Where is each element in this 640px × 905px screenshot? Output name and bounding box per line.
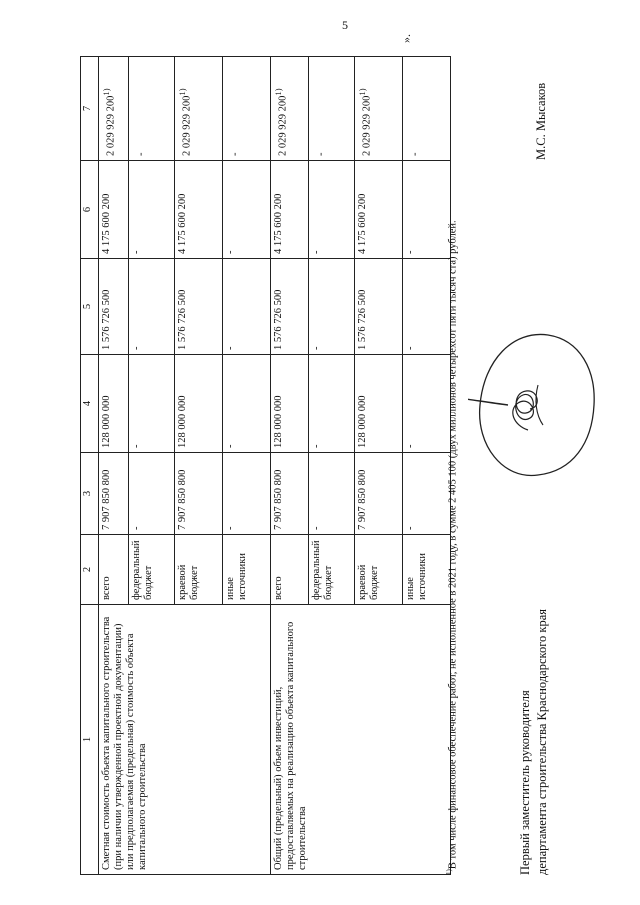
row-title-total-investment: Общий (предельный) объем инвестиций, предоставляемых на реализацию объекта капитального строительства [271,605,451,875]
column-number: 1 [81,605,99,875]
value-cell: - [403,161,451,259]
value-cell [129,57,175,161]
budget-table [80,56,451,875]
value-cell [271,57,309,161]
value-cell: - [403,259,451,355]
value-cell [403,57,451,161]
signer-position-line: департамента строительства Краснодарского края [534,608,549,875]
value-cell: 128 000 000 [355,355,403,453]
value-cell [99,57,129,161]
value-cell: 1 576 726 500 [99,259,129,355]
value-text: - [315,152,327,156]
funding-source: всего [271,535,309,605]
value-text: - [409,152,421,156]
value-cell: 128 000 000 [99,355,129,453]
value-cell: - [129,161,175,259]
funding-source: федеральный бюджет [309,535,355,605]
funding-source: краевой бюджет [355,535,403,605]
value-text: 2 029 929 200 [277,95,289,156]
value-cell: - [309,355,355,453]
value-cell: 1 576 726 500 [175,259,223,355]
column-number: 6 [81,161,99,259]
funding-source: краевой бюджет [175,535,223,605]
footnote-ref: 1) [357,88,367,96]
value-cell: - [223,355,271,453]
value-text: 2 029 929 200 [361,95,373,156]
table-row [99,57,129,875]
value-cell: - [403,355,451,453]
value-cell: - [129,453,175,535]
footnote [445,55,460,875]
value-text: 2 029 929 200 [181,95,193,156]
value-cell: 1 576 726 500 [355,259,403,355]
value-cell: 7 907 850 800 [271,453,309,535]
column-number: 7 [81,57,99,161]
value-cell: 128 000 000 [271,355,309,453]
value-cell: - [309,161,355,259]
value-cell: - [309,259,355,355]
closing-quote: ». [399,34,413,43]
value-cell: 1 576 726 500 [271,259,309,355]
footnote-marker: 1) [445,869,453,875]
value-cell [223,57,271,161]
column-number: 4 [81,355,99,453]
value-cell: 4 175 600 200 [271,161,309,259]
signer-position-line: Первый заместитель руководителя [518,690,532,875]
value-cell: 4 175 600 200 [355,161,403,259]
value-text: 2 029 929 200 [105,95,117,156]
value-cell [175,57,223,161]
footnote-ref: 1) [177,88,187,96]
value-cell [355,57,403,161]
row-title-estimated-cost: Сметная стоимость объекта капитального строительства (при наличии утвержденной проектной документации) или предполагаемая (предельная) стоимость объекта капитального строительства [99,605,271,875]
value-cell: 4 175 600 200 [175,161,223,259]
column-number: 2 [81,535,99,605]
value-cell: 7 907 850 800 [99,453,129,535]
column-number: 3 [81,453,99,535]
funding-source: федеральный бюджет [129,535,175,605]
value-cell: - [223,161,271,259]
value-text: - [229,152,241,156]
value-cell: - [403,453,451,535]
signer-name: М.С. Мысаков [534,82,548,160]
value-cell: 128 000 000 [175,355,223,453]
funding-source: всего [99,535,129,605]
value-cell: 4 175 600 200 [99,161,129,259]
header-row [81,57,99,875]
funding-source: иные источники [223,535,271,605]
value-cell: - [309,453,355,535]
value-cell: - [223,453,271,535]
handwritten-signature [468,325,603,485]
value-cell: - [129,355,175,453]
value-cell: 7 907 850 800 [355,453,403,535]
footnote-ref: 1) [101,88,111,96]
column-number: 5 [81,259,99,355]
funding-source: иные источники [403,535,451,605]
page-number: 5 [342,18,348,32]
footnote-ref: 1) [273,88,283,96]
table-row [271,57,309,875]
value-cell [309,57,355,161]
value-cell: 7 907 850 800 [175,453,223,535]
value-text: - [135,152,147,156]
value-cell: - [223,259,271,355]
footnote-text: В том числе финансовое обеспечение работ, не исполненное в 2021 году, в сумме 2 405 100 (двух миллионов четырехсот пяти тысяч ста) рублей. [447,220,459,870]
value-cell: - [129,259,175,355]
